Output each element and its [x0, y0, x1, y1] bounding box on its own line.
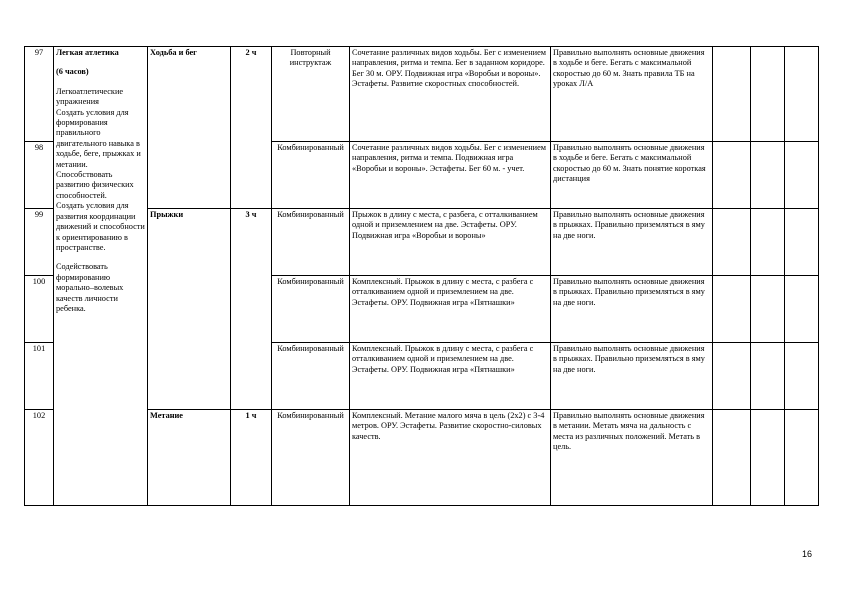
lesson-content: Сочетание различных видов ходьбы. Бег с изменением направления, ритма и темпа. Бег в заданном коридоре. Бег 30 м. ОРУ. Подвижная игра «Воробьи и вороны». Эстафеты. Развитие скоростных способностей.	[350, 47, 551, 142]
topic-name: Прыжки	[148, 209, 231, 410]
section-goal: Способствовать развитию физических способностей.	[56, 170, 134, 200]
page-number: 16	[801, 549, 812, 559]
empty-cell	[751, 343, 785, 410]
lesson-number: 100	[25, 276, 54, 343]
lesson-requirements: Правильно выполнять основные движения в ходьбе и беге. Бегать с максимальной скоростью до 60 м. Знать понятие короткая дистанция	[551, 142, 713, 209]
empty-cell	[785, 142, 819, 209]
topic-hours: 2 ч	[231, 47, 272, 209]
lesson-requirements: Правильно выполнять основные движения в прыжках. Правильно приземляться в яму на две ноги.	[551, 276, 713, 343]
section-goal: Создать условия для развития координации движений и способности к ориентированию в пространстве.	[56, 201, 145, 252]
lesson-content: Комплексный. Прыжок в длину с места, с разбега с отталкиванием одной и приземлением на две. Эстафеты. ОРУ. Подвижная игра «Пятнашки»	[350, 276, 551, 343]
lesson-plan-table	[24, 46, 819, 506]
section-goal: Создать условия для формирования правильного двигательного навыка в ходьбе, беге, прыжках и метании.	[56, 107, 141, 169]
lesson-content: Комплексный. Метание малого мяча в цель (2х2) с 3-4 метров. ОРУ. Эстафеты. Развитие скоростно-силовых качеств.	[350, 410, 551, 506]
empty-cell	[713, 209, 751, 276]
empty-cell	[713, 47, 751, 142]
lesson-content: Сочетание различных видов ходьбы. Бег с изменением направления, ритма и темпа. Подвижная игра «Воробьи и вороны». Эстафеты. Бег 60 м. - учет.	[350, 142, 551, 209]
lesson-requirements: Правильно выполнять основные движения в прыжках. Правильно приземляться в яму на две ноги.	[551, 209, 713, 276]
lesson-type: Комбинированный	[272, 276, 350, 343]
lesson-content: Прыжок в длину с места, с разбега, с отталкиванием одной и приземлением на две. Эстафеты. ОРУ. Подвижная игра «Воробьи и вороны»	[350, 209, 551, 276]
empty-cell	[713, 343, 751, 410]
section-subtitle: Легкоатлетические упражнения	[56, 86, 124, 107]
topic-name: Метание	[148, 410, 231, 506]
table-row	[25, 47, 819, 142]
lesson-number: 98	[25, 142, 54, 209]
lesson-type: Комбинированный	[272, 142, 350, 209]
section-title: Легкая атлетика	[56, 48, 119, 57]
lesson-type: Комбинированный	[272, 410, 350, 506]
lesson-number: 99	[25, 209, 54, 276]
lesson-type: Комбинированный	[272, 343, 350, 410]
empty-cell	[713, 276, 751, 343]
empty-cell	[751, 142, 785, 209]
topic-hours: 1 ч	[231, 410, 272, 506]
lesson-requirements: Правильно выполнять основные движения в метании. Метать мяча на дальность с места из различных положений. Метать в цель.	[551, 410, 713, 506]
empty-cell	[751, 47, 785, 142]
empty-cell	[785, 410, 819, 506]
lesson-number: 102	[25, 410, 54, 506]
empty-cell	[785, 47, 819, 142]
empty-cell	[751, 410, 785, 506]
empty-cell	[713, 410, 751, 506]
section-cell	[54, 47, 148, 506]
empty-cell	[785, 276, 819, 343]
lesson-number: 97	[25, 47, 54, 142]
lesson-requirements: Правильно выполнять основные движения в прыжках. Правильно приземляться в яму на две ноги.	[551, 343, 713, 410]
lesson-requirements: Правильно выполнять основные движения в ходьбе и беге. Бегать с максимальной скоростью до 60 м. Знать правила ТБ на уроках Л/А	[551, 47, 713, 142]
empty-cell	[713, 142, 751, 209]
empty-cell	[751, 209, 785, 276]
lesson-number: 101	[25, 343, 54, 410]
empty-cell	[785, 209, 819, 276]
topic-name: Ходьба и бег	[148, 47, 231, 209]
lesson-type: Комбинированный	[272, 209, 350, 276]
empty-cell	[751, 276, 785, 343]
section-goal: Содействовать формированию морально–волевых качеств личности ребенка.	[56, 262, 124, 313]
section-hours: (6 часов)	[56, 67, 89, 77]
empty-cell	[785, 343, 819, 410]
lesson-content: Комплексный. Прыжок в длину с места, с разбега с отталкиванием одной и приземлением на две. Эстафеты. ОРУ. Подвижная игра «Пятнашки»	[350, 343, 551, 410]
lesson-type: Повторный инструктаж	[272, 47, 350, 142]
topic-hours: 3 ч	[231, 209, 272, 410]
